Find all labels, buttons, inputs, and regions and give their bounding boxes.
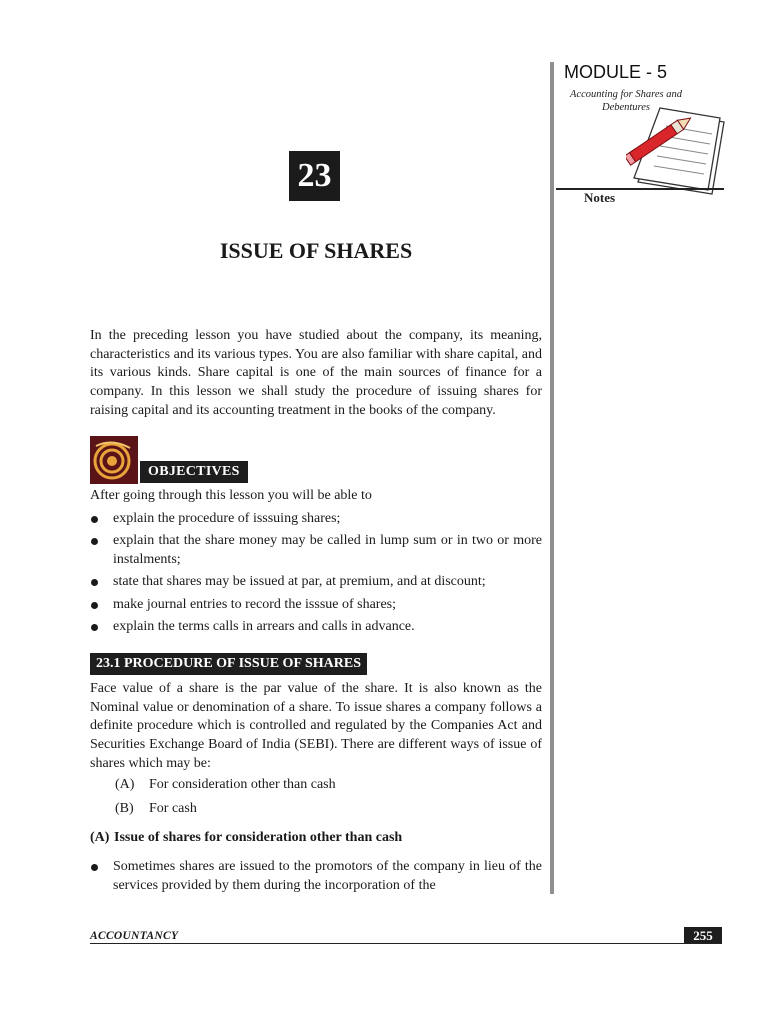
footer-rule xyxy=(90,943,722,944)
objectives-list xyxy=(90,510,542,640)
page-number: 255 xyxy=(684,927,722,944)
notes-pencil-icon xyxy=(626,104,726,201)
option-b: (B) For cash xyxy=(115,801,197,816)
bullet-icon xyxy=(91,516,98,523)
module-subtitle: Accounting for Shares and Debentures xyxy=(570,89,682,113)
objectives-target-icon xyxy=(90,436,138,484)
list-item: explain that the share money may be called in lump sum or in two or more instalments; xyxy=(90,532,542,569)
list-item: state that shares may be issued at par, at premium, and at discount; xyxy=(90,573,542,592)
footer-label: ACCOUNTANCY xyxy=(90,930,179,942)
bullet-icon xyxy=(91,624,98,631)
list-item: explain the terms calls in arrears and calls in advance. xyxy=(90,618,542,637)
option-a: (A) For consideration other than cash xyxy=(115,777,336,792)
bullet-icon xyxy=(91,602,98,609)
chapter-number: 23 xyxy=(289,151,340,201)
notes-label: Notes xyxy=(584,190,616,205)
notes-rule xyxy=(556,188,724,190)
objectives-lead: After going through this lesson you will be able to xyxy=(90,488,372,503)
sub-list xyxy=(90,858,542,899)
list-item: Sometimes shares are issued to the promotors of the company in lieu of the services provided by them during the incorporation of the xyxy=(90,858,542,895)
intro-paragraph: In the preceding lesson you have studied about the company, its meaning, characteristics and its various types. You are also familiar with share capital, and its various kinds. Share capital is one of the main sources of finance for a company. In this lesson we shall study the procedure of issuing shares for raising capital and its accounting treatment in the books of the company. xyxy=(90,328,542,418)
bullet-icon xyxy=(91,538,98,545)
bullet-icon xyxy=(91,864,98,871)
margin-rule xyxy=(550,62,554,894)
module-title: MODULE - 5 xyxy=(564,62,668,82)
objectives-label: OBJECTIVES xyxy=(140,461,248,483)
list-item: explain the procedure of isssuing shares; xyxy=(90,510,542,529)
subheading: (A) Issue of shares for consideration other than cash xyxy=(90,830,403,845)
section-heading: 23.1 PROCEDURE OF ISSUE OF SHARES xyxy=(90,653,367,675)
bullet-icon xyxy=(91,579,98,586)
chapter-title: ISSUE OF SHARES xyxy=(219,238,413,263)
list-item: make journal entries to record the isssue of shares; xyxy=(90,596,542,615)
section-paragraph: Face value of a share is the par value of the share. It is also known as the Nominal value or denomination of a share. To issue shares a company follows a definite procedure which is controlled and regulated by the Companies Act and Securities Exchange Board of India (SEBI). There are different ways of issue of shares which may be: xyxy=(90,681,542,771)
